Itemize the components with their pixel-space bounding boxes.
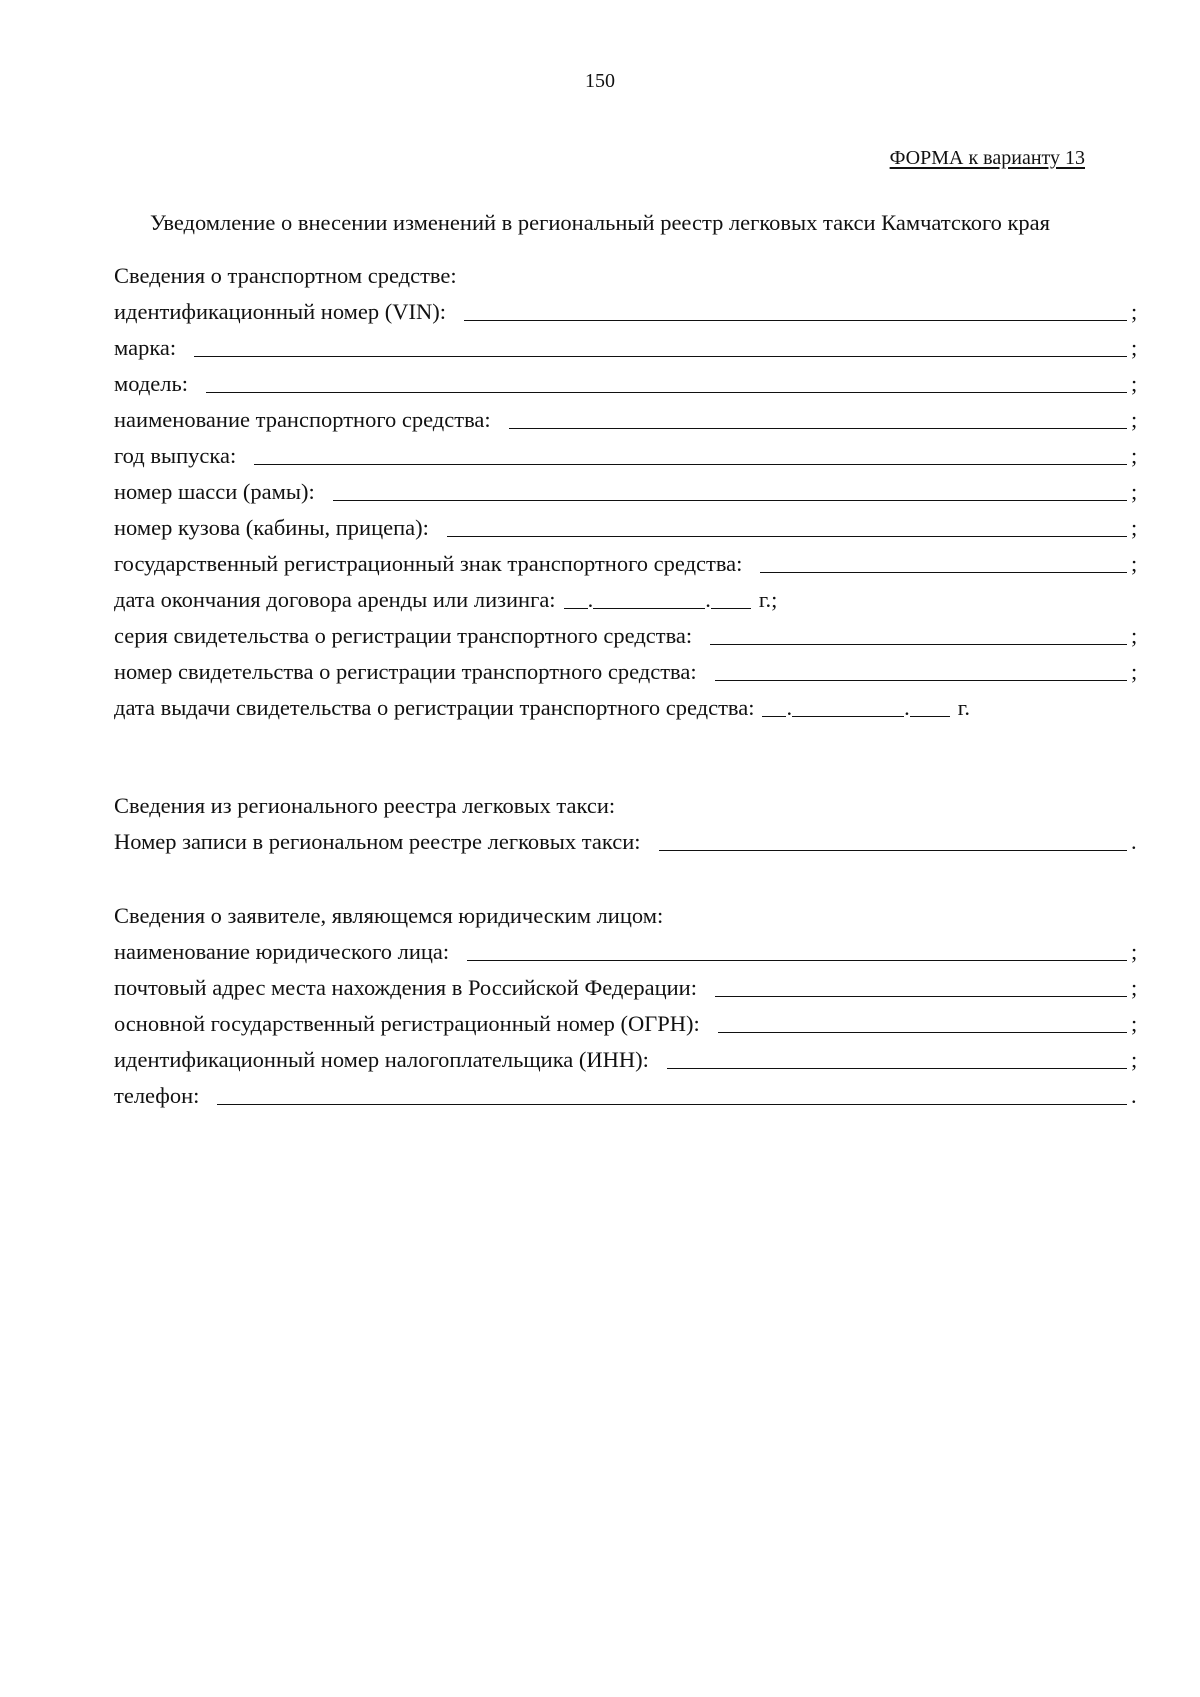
form-reference: ФОРМА к варианту 13 <box>889 147 1085 169</box>
registry-record-input-line[interactable] <box>659 849 1127 851</box>
field-end-mark: . <box>1131 1083 1137 1108</box>
lease-day-blank[interactable] <box>564 607 588 609</box>
postal-address-label: почтовый адрес места нахождения в Российской Федерации: <box>114 975 697 1000</box>
date-separator: . <box>904 695 910 720</box>
inn-label: идентификационный номер налогоплательщика (ИНН): <box>114 1047 649 1072</box>
vin-label: идентификационный номер (VIN): <box>114 299 446 324</box>
ogrn-input-line[interactable] <box>718 1031 1127 1033</box>
certificate-number-input-line[interactable] <box>715 679 1127 681</box>
body-number-label: номер кузова (кабины, прицепа): <box>114 515 429 540</box>
ogrn-label: основной государственный регистрационный номер (ОГРН): <box>114 1011 700 1036</box>
plate-number-field <box>114 546 1139 582</box>
registry-record-field <box>114 824 1139 860</box>
year-input-line[interactable] <box>254 463 1127 465</box>
document-title: Уведомление о внесении изменений в региональный реестр легковых такси Камчатского края <box>149 210 1051 235</box>
field-end-mark: ; <box>1131 407 1138 432</box>
field-end-mark: ; <box>1131 443 1138 468</box>
certificate-issue-date-field <box>114 690 1139 726</box>
vin-field <box>114 294 1139 330</box>
certificate-series-label: серия свидетельства о регистрации транспортного средства: <box>114 623 693 648</box>
registry-record-label: Номер записи в региональном реестре легковых такси: <box>114 829 641 854</box>
field-end-mark: ; <box>1131 623 1138 648</box>
lease-year-blank[interactable] <box>711 607 751 609</box>
brand-input-line[interactable] <box>194 355 1127 357</box>
vehicle-name-input-line[interactable] <box>509 427 1127 429</box>
lease-month-blank[interactable] <box>593 607 705 609</box>
field-end-mark: ; <box>1131 299 1138 324</box>
postal-address-input-line[interactable] <box>715 995 1127 997</box>
inn-field <box>114 1042 1139 1078</box>
inn-input-line[interactable] <box>667 1067 1127 1069</box>
registry-section <box>114 788 1139 860</box>
chassis-number-field <box>114 474 1139 510</box>
field-end-mark: ; <box>1131 551 1138 576</box>
issue-date-suffix: г. <box>957 695 971 720</box>
field-end-mark: ; <box>1131 939 1138 964</box>
vin-input-line[interactable] <box>464 319 1127 321</box>
body-number-field <box>114 510 1139 546</box>
date-separator: . <box>587 587 594 612</box>
vehicle-name-label: наименование транспортного средства: <box>114 407 491 432</box>
lease-end-date-field <box>114 582 1139 618</box>
certificate-series-field <box>114 618 1139 654</box>
issue-month-blank[interactable] <box>792 715 904 717</box>
issue-day-blank[interactable] <box>762 715 786 717</box>
legal-entity-name-label: наименование юридического лица: <box>114 939 450 964</box>
field-end-mark: ; <box>1131 515 1138 540</box>
issue-year-blank[interactable] <box>910 715 950 717</box>
model-label: модель: <box>114 371 189 396</box>
applicant-section <box>114 898 1139 1114</box>
year-label: год выпуска: <box>114 443 237 468</box>
plate-number-input-line[interactable] <box>760 571 1127 573</box>
year-field <box>114 438 1139 474</box>
page-number: 150 <box>585 70 615 92</box>
model-field <box>114 366 1139 402</box>
brand-label: марка: <box>114 335 177 360</box>
date-separator: . <box>705 587 711 612</box>
certificate-series-input-line[interactable] <box>710 643 1127 645</box>
postal-address-field <box>114 970 1139 1006</box>
field-end-mark: ; <box>1131 335 1138 360</box>
certificate-issue-date-label: дата выдачи свидетельства о регистрации транспортного средства: <box>114 695 755 720</box>
plate-number-label: государственный регистрационный знак транспортного средства: <box>114 551 743 576</box>
field-end-mark: ; <box>1131 1011 1138 1036</box>
applicant-section-heading: Сведения о заявителе, являющемся юридическим лицом: <box>114 903 664 928</box>
field-end-mark: ; <box>1131 659 1138 684</box>
ogrn-field <box>114 1006 1139 1042</box>
field-end-mark: ; <box>1131 479 1138 504</box>
phone-label: телефон: <box>114 1083 200 1108</box>
chassis-number-label: номер шасси (рамы): <box>114 479 315 504</box>
legal-entity-name-field <box>114 934 1139 970</box>
field-end-mark: ; <box>1131 975 1138 1000</box>
certificate-number-field <box>114 654 1139 690</box>
phone-field <box>114 1078 1139 1114</box>
vehicle-section-heading: Сведения о транспортном средстве: <box>114 263 457 288</box>
lease-date-suffix: г.; <box>758 587 778 612</box>
legal-entity-name-input-line[interactable] <box>467 959 1127 961</box>
lease-end-date-label: дата окончания договора аренды или лизинга: <box>114 587 556 612</box>
phone-input-line[interactable] <box>217 1103 1127 1105</box>
model-input-line[interactable] <box>206 391 1127 393</box>
field-end-mark: . <box>1131 829 1137 854</box>
brand-field <box>114 330 1139 366</box>
certificate-number-label: номер свидетельства о регистрации транспортного средства: <box>114 659 697 684</box>
field-end-mark: ; <box>1131 371 1138 396</box>
vehicle-name-field <box>114 402 1139 438</box>
registry-section-heading: Сведения из регионального реестра легковых такси: <box>114 793 616 818</box>
field-end-mark: ; <box>1131 1047 1138 1072</box>
vehicle-section <box>114 258 1139 726</box>
chassis-number-input-line[interactable] <box>333 499 1127 501</box>
date-separator: . <box>786 695 793 720</box>
body-number-input-line[interactable] <box>447 535 1127 537</box>
